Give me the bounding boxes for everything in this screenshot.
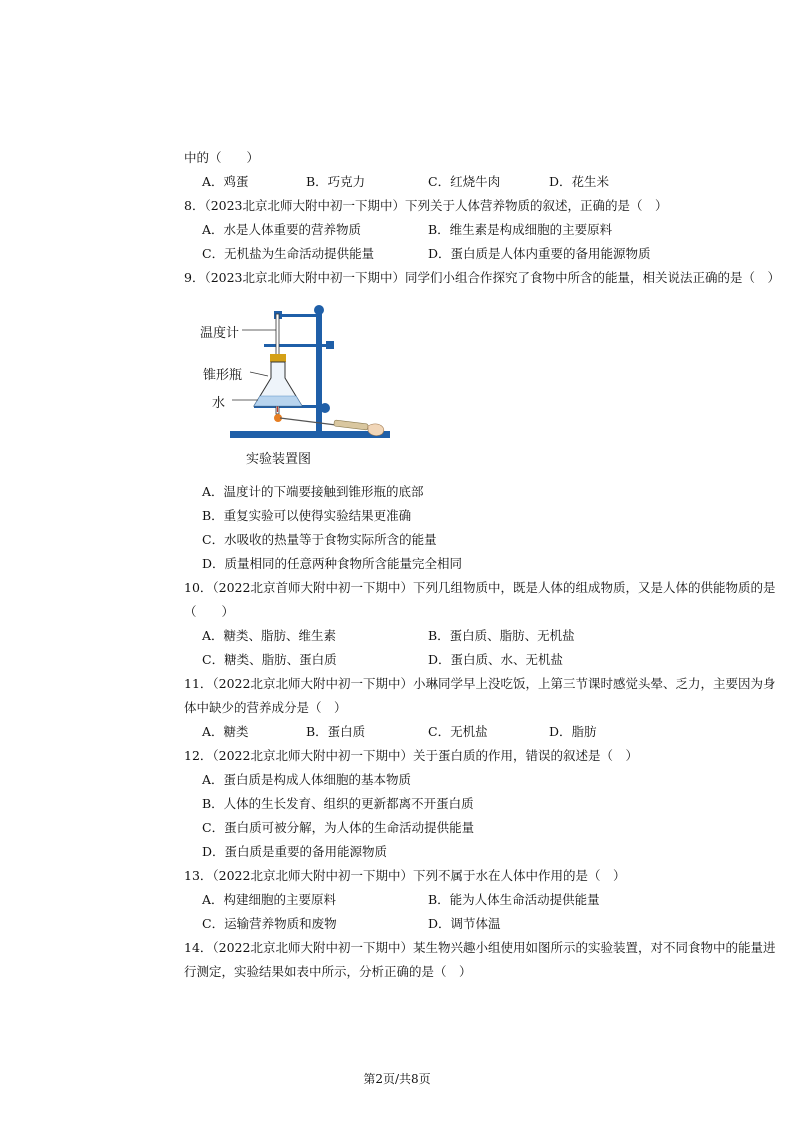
q10-stem-line1: 10．（2022北京首师大附中初一下期中）下列几组物质中，既是人体的组成物质，又是人体的供能物质的是 [184, 580, 776, 595]
q10-option-c[interactable]: C．糖类、脂肪、蛋白质 [202, 652, 337, 667]
q7-option-a[interactable]: A．鸡蛋 [202, 174, 249, 189]
q8-stem: 8．（2023北京北师大附中初一下期中）下列关于人体营养物质的叙述，正确的是（ ） [184, 198, 668, 213]
q13-option-c[interactable]: C．运输营养物质和废物 [202, 916, 337, 931]
stand-base [230, 431, 390, 438]
stand-rod [316, 306, 322, 434]
flask-label: 锥形瓶 [203, 368, 243, 383]
q9-option-b[interactable]: B．重复实验可以使得实验结果更准确 [202, 508, 412, 523]
q10-stem-line2: （ ） [184, 604, 235, 619]
q10-option-a[interactable]: A．糖类、脂肪、维生素 [202, 628, 337, 643]
q10-option-b[interactable]: B．蛋白质、脂肪、无机盐 [428, 628, 575, 643]
thermometer-label: 温度计 [200, 326, 240, 341]
q11-option-c[interactable]: C．无机盐 [428, 724, 488, 739]
q13-option-a[interactable]: A．构建细胞的主要原料 [202, 892, 337, 907]
q7-option-b[interactable]: B．巧克力 [306, 174, 366, 189]
q8-option-d[interactable]: D．蛋白质是人体内重要的备用能源物质 [428, 246, 651, 261]
q11-stem-line2: 体中缺少的营养成分是（ ） [184, 700, 347, 715]
q7-stem-tail: 中的（ ） [184, 150, 260, 165]
water-label: 水 [212, 396, 226, 411]
q9-option-a[interactable]: A．温度计的下端要接触到锥形瓶的底部 [202, 484, 424, 499]
q11-stem-line1: 11．（2022北京北师大附中初一下期中）小琳同学早上没吃饭，上第三节课时感觉头晕、乏力，主要因为身 [184, 676, 776, 691]
q12-option-a[interactable]: A．蛋白质是构成人体细胞的基本物质 [202, 772, 412, 787]
q9-option-c[interactable]: C．水吸收的热量等于食物实际所含的能量 [202, 532, 437, 547]
q14-stem-line2: 行测定，实验结果如表中所示，分析正确的是（ ） [184, 964, 472, 979]
q12-stem: 12．（2022北京北师大附中初一下期中）关于蛋白质的作用，错误的叙述是（ ） [184, 748, 638, 763]
q9-stem: 9．（2023北京北师大附中初一下期中）同学们小组合作探究了食物中所含的能量，相关说法正确的是（ ） [184, 270, 781, 285]
page-footer: 第2页/共8页 [363, 1072, 431, 1086]
q13-option-d[interactable]: D．调节体温 [428, 916, 501, 931]
experiment-apparatus-figure [198, 300, 398, 470]
q8-option-a[interactable]: A．水是人体重要的营养物质 [202, 222, 362, 237]
q12-option-d[interactable]: D．蛋白质是重要的备用能源物质 [202, 844, 388, 859]
q13-stem: 13．（2022北京北师大附中初一下期中）下列不属于水在人体中作用的是（ ） [184, 868, 626, 883]
q13-option-b[interactable]: B．能为人体生命活动提供能量 [428, 892, 600, 907]
q12-option-c[interactable]: C．蛋白质可被分解，为人体的生命活动提供能量 [202, 820, 475, 835]
q11-option-a[interactable]: A．糖类 [202, 724, 249, 739]
q10-option-d[interactable]: D．蛋白质、水、无机盐 [428, 652, 564, 667]
q11-option-b[interactable]: B．蛋白质 [306, 724, 366, 739]
water [254, 396, 302, 406]
q12-option-b[interactable]: B．人体的生长发育、组织的更新都离不开蛋白质 [202, 796, 474, 811]
q9-option-d[interactable]: D．质量相同的任意两种食物所含能量完全相同 [202, 556, 463, 571]
q7-option-c[interactable]: C．红烧牛肉 [428, 174, 501, 189]
q11-option-d[interactable]: D．脂肪 [549, 724, 597, 739]
figure-caption: 实验装置图 [246, 452, 312, 467]
q14-stem-line1: 14．（2022北京北师大附中初一下期中）某生物兴趣小组使用如图所示的实验装置，对不同食物中的能量进 [184, 940, 776, 955]
q8-option-b[interactable]: B．维生素是构成细胞的主要原料 [428, 222, 613, 237]
q8-option-c[interactable]: C．无机盐为生命活动提供能量 [202, 246, 375, 261]
q7-option-d[interactable]: D．花生米 [549, 174, 610, 189]
needle-handle [334, 420, 368, 430]
